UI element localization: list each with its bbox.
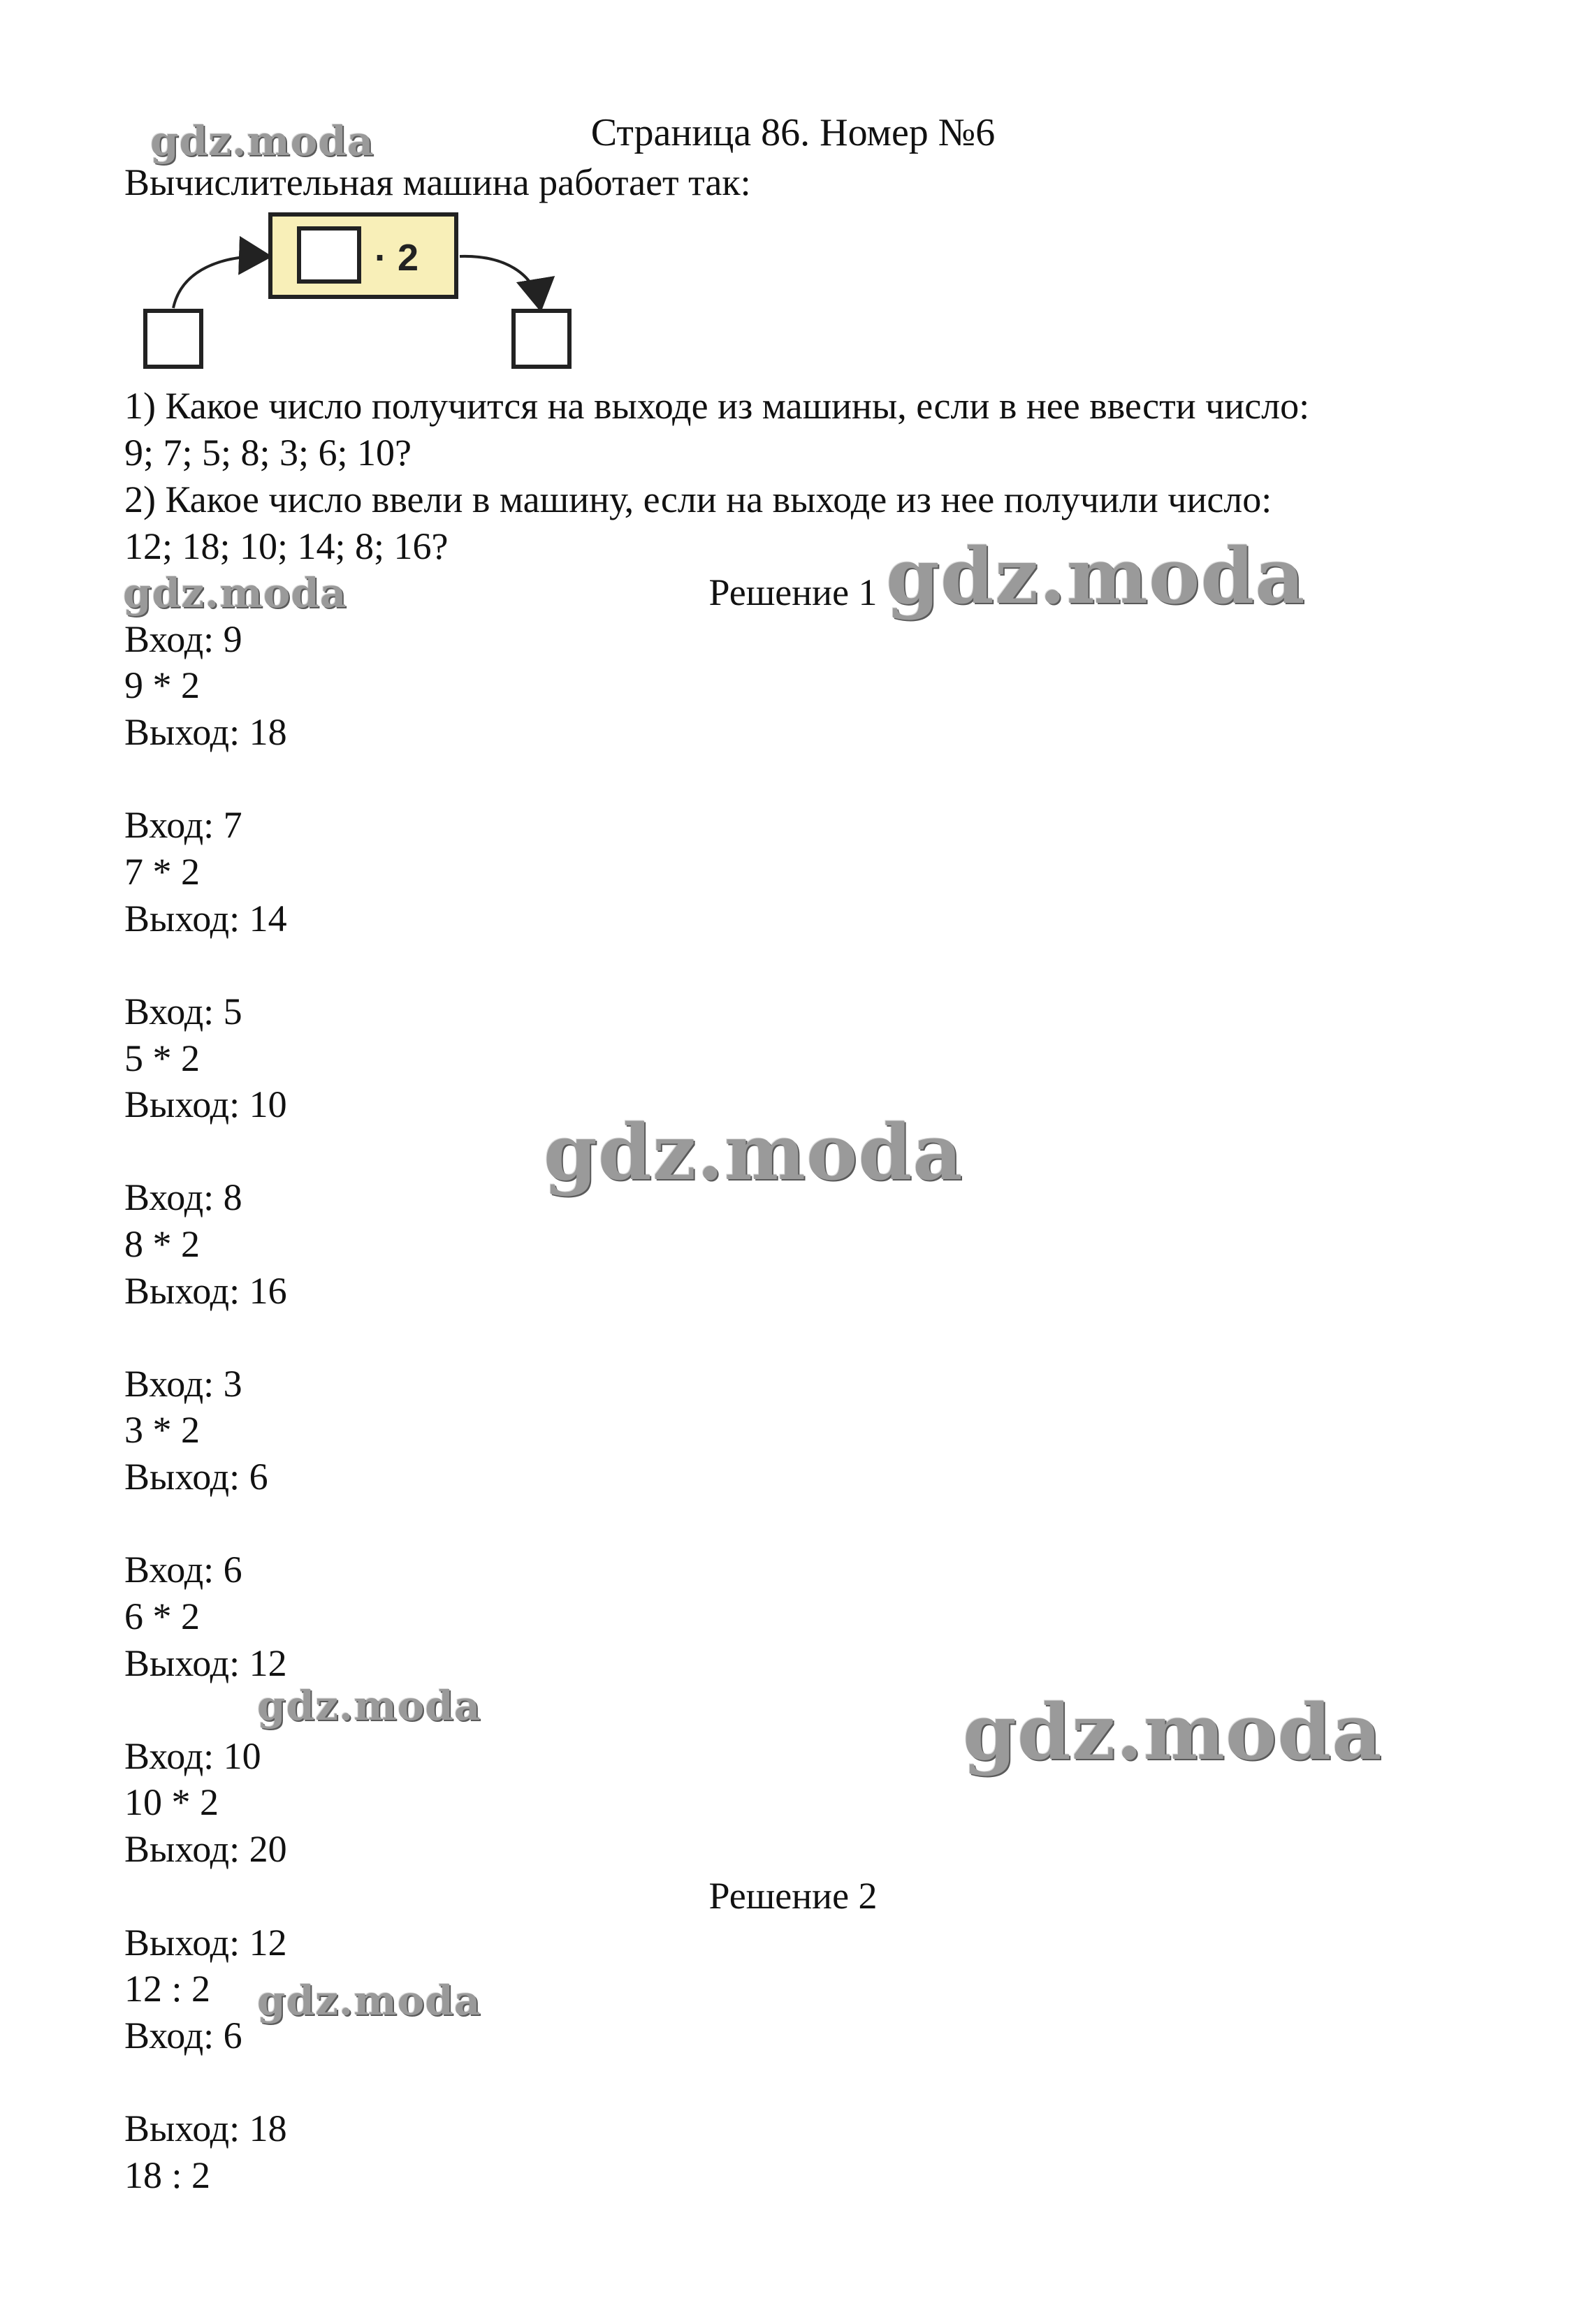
solution-1-calc: 7 * 2 [124, 851, 200, 893]
solution-1-calc: 8 * 2 [124, 1223, 200, 1265]
question-1-numbers: 9; 7; 5; 8; 3; 6; 10? [124, 432, 412, 474]
input-arrow [173, 256, 267, 308]
solution-1-heading: Решение 1 [708, 571, 878, 613]
solution-1-input: Вход: 5 [124, 991, 242, 1032]
page-title: Страница 86. Номер №6 [590, 111, 996, 154]
solution-1-input: Вход: 6 [124, 1549, 242, 1591]
solution-1-output: Выход: 10 [124, 1083, 287, 1125]
solution-1-input: Вход: 10 [124, 1735, 261, 1777]
solution-1-input: Вход: 7 [124, 804, 242, 846]
solution-1-input: Вход: 9 [124, 618, 242, 660]
machine-diagram [133, 206, 594, 374]
solution-1-output: Выход: 16 [124, 1270, 287, 1312]
question-2-text: 2) Какое число ввели в машину, если на выходе из нее получили число: [124, 478, 1272, 520]
solution-1-calc: 5 * 2 [124, 1037, 200, 1079]
machine-input-slot [299, 228, 359, 282]
solution-1-output: Выход: 20 [124, 1828, 287, 1870]
watermark: gdz.moda [544, 1107, 963, 1197]
input-box [145, 311, 201, 367]
intro-text: Вычислительная машина работает так: [124, 161, 751, 203]
solution-2-calc: 18 : 2 [124, 2154, 211, 2196]
solution-1-calc: 10 * 2 [124, 1781, 219, 1823]
solution-1-output: Выход: 12 [124, 1642, 287, 1684]
watermark: gdz.moda [257, 1977, 481, 2024]
watermark: gdz.moda [150, 117, 374, 165]
question-2-numbers: 12; 18; 10; 14; 8; 16? [124, 525, 449, 567]
solution-1-input: Вход: 8 [124, 1176, 242, 1218]
solution-2-output: Выход: 18 [124, 2107, 287, 2149]
solution-1-output: Выход: 6 [124, 1456, 268, 1498]
watermark: gdz.moda [886, 531, 1306, 621]
solution-2-input: Вход: 6 [124, 2015, 242, 2056]
watermark: gdz.moda [123, 569, 347, 617]
watermark: gdz.moda [257, 1682, 481, 1730]
solution-2-output: Выход: 12 [124, 1922, 287, 1964]
solution-1-calc: 6 * 2 [124, 1595, 200, 1637]
question-1-text: 1) Какое число получится на выходе из машины, если в нее ввести число: [124, 385, 1310, 427]
solution-1-output: Выход: 18 [124, 711, 287, 753]
output-box [514, 311, 569, 367]
watermark: gdz.moda [963, 1687, 1383, 1777]
solution-1-output: Выход: 14 [124, 898, 287, 940]
output-arrow [460, 256, 540, 307]
solution-2-heading: Решение 2 [708, 1875, 878, 1917]
solution-1-input: Вход: 3 [124, 1363, 242, 1405]
solution-1-calc: 3 * 2 [124, 1409, 200, 1451]
machine-operation: · 2 [374, 237, 419, 279]
solution-1-calc: 9 * 2 [124, 664, 200, 706]
solution-2-calc: 12 : 2 [124, 1968, 211, 2010]
